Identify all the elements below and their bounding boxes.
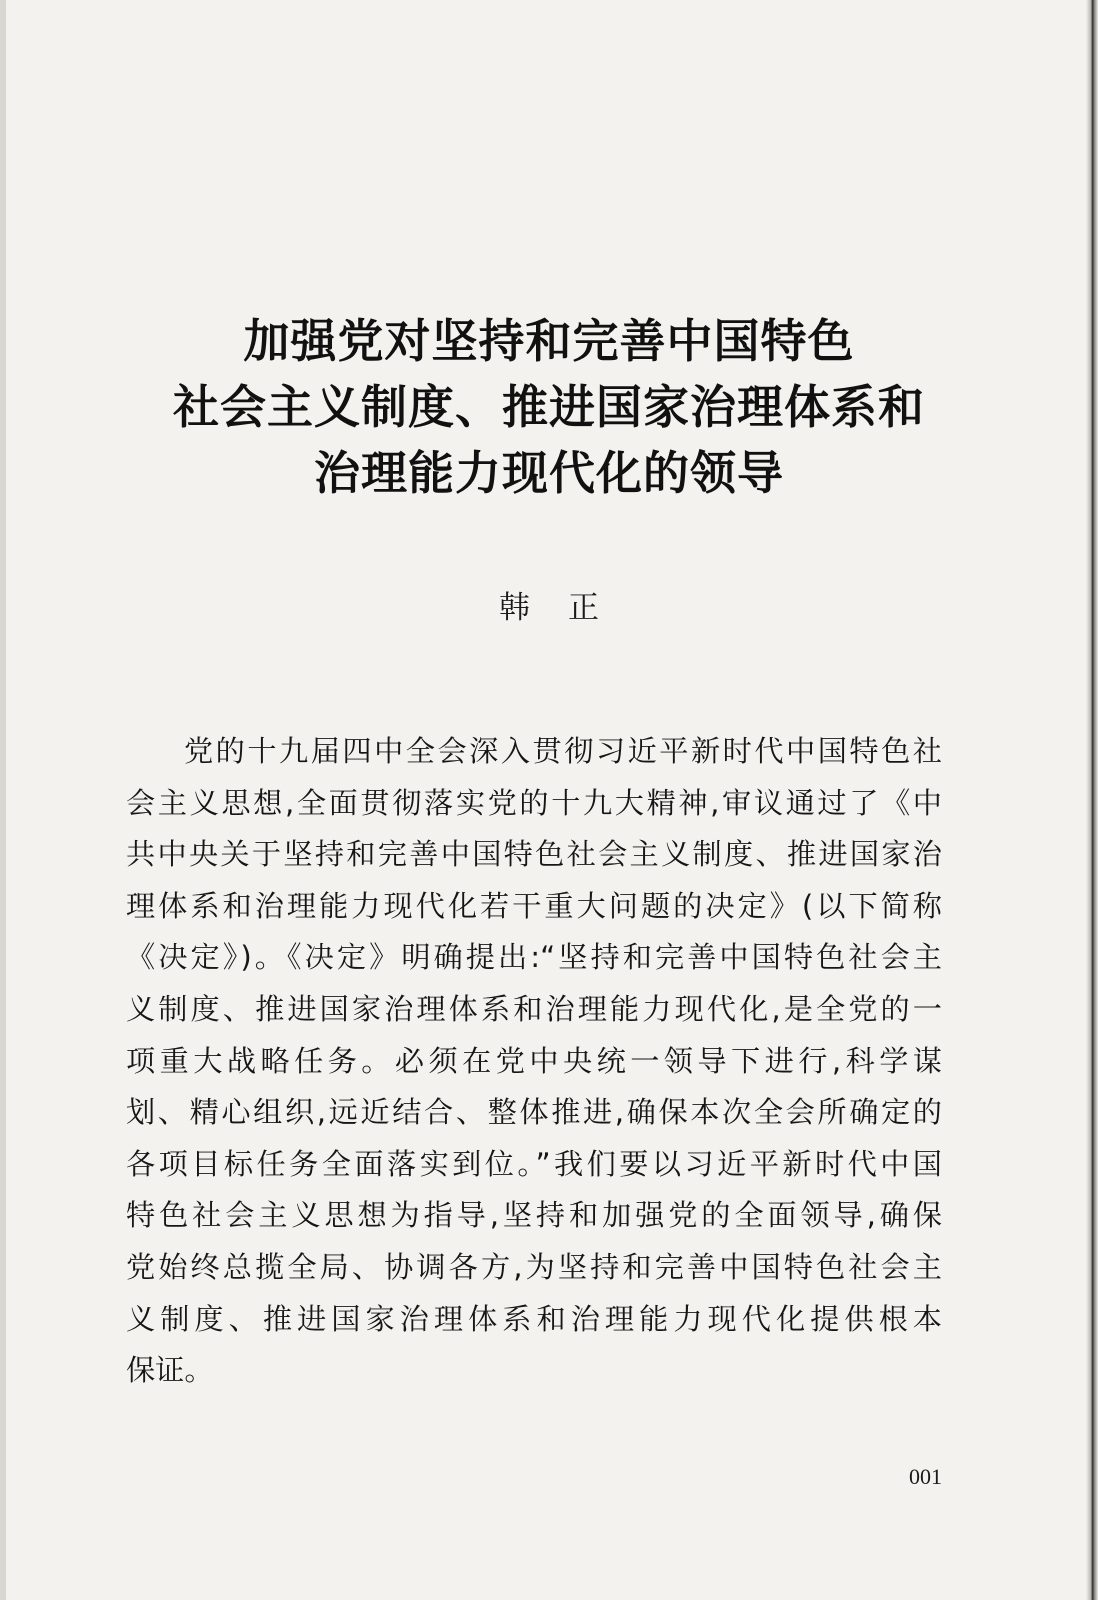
body-line-7: 项重大战略任务。必须在党中央统一领导下进行,科学谋 [126, 1043, 942, 1078]
page-number: 001 [909, 1464, 942, 1489]
author-name: 韩正 [499, 590, 637, 626]
body-line-12: 义制度、推进国家治理体系和治理能力现代化提供根本 [126, 1301, 942, 1336]
body-line-5: 《决定》)。《决定》明确提出:“坚持和完善中国特色社会主 [126, 940, 942, 975]
title-line-3: 治理能力现代化的领导 [314, 446, 784, 500]
article-body [126, 726, 942, 1397]
body-line-3: 共中央关于坚持和完善中国特色社会主义制度、推进国家治 [126, 837, 942, 872]
title-line-1: 加强党对坚持和完善中国特色 [243, 314, 855, 368]
body-line-10: 特色社会主义思想为指导,坚持和加强党的全面领导,确保 [126, 1198, 942, 1233]
page-left-edge [0, 0, 6, 1600]
title-line-2: 社会主义制度、推进国家治理体系和 [173, 380, 925, 434]
article-title [90, 308, 1008, 506]
body-line-4: 理体系和治理能力现代化若干重大问题的决定》(以下简称 [126, 888, 942, 923]
body-line-6: 义制度、推进国家治理体系和治理能力现代化,是全党的一 [126, 991, 942, 1026]
body-line-8: 划、精心组织,远近结合、整体推进,确保本次全会所确定的 [126, 1095, 942, 1130]
body-line-13: 保证。 [126, 1353, 214, 1388]
body-line-2: 会主义思想,全面贯彻落实党的十九大精神,审议通过了《中 [126, 785, 942, 820]
page-binding-edge [1086, 0, 1098, 1600]
body-line-1: 党的十九届四中全会深入贯彻习近平新时代中国特色社 [184, 734, 942, 768]
body-line-9: 各项目标任务全面落实到位。”我们要以习近平新时代中国 [126, 1146, 942, 1181]
body-line-11: 党始终总揽全局、协调各方,为坚持和完善中国特色社会主 [126, 1249, 942, 1284]
